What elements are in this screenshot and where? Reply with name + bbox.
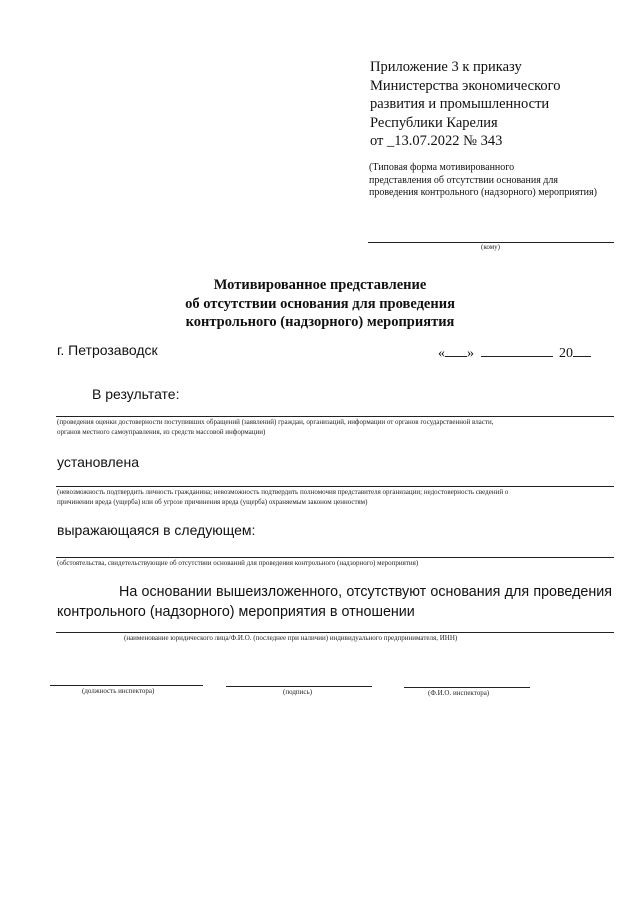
order-reference-line: Республики Карелия: [370, 114, 498, 131]
document-title-line: об отсутствии основания для проведения: [185, 295, 455, 312]
document-title: [0, 276, 640, 332]
form-type-note-line: (Типовая форма мотивированного: [369, 162, 515, 173]
date-close-quote: »: [467, 346, 474, 361]
conclusion-line: На основании вышеизложенного, отсутствуют основания для проведения: [119, 584, 612, 600]
expressed-field-line[interactable]: [56, 557, 614, 558]
expressed-caption: (обстоятельства, свидетельствующие об отсутствии оснований для проведения контрольного (надзорного) мероприятия): [57, 559, 419, 567]
result-caption-line: (проведения оценки достоверности поступивших обращений (заявлений) граждан, организаций, информации от органов государственной власти,: [57, 418, 494, 426]
order-reference-line: развития и промышленности: [370, 96, 550, 112]
document-title-line: контрольного (надзорного) мероприятия: [185, 314, 455, 330]
inspector-position-caption: (должность инспектора): [82, 687, 155, 695]
order-reference-line: от _13.07.2022 № 343: [370, 133, 503, 149]
form-type-note-line: представления об отсутствии основания для: [369, 174, 558, 186]
subject-field-line[interactable]: [56, 632, 614, 633]
date-month-blank[interactable]: [481, 344, 553, 357]
established-field-line[interactable]: [56, 486, 614, 487]
recipient-caption: (кому): [481, 243, 501, 251]
result-label: В результате:: [92, 386, 180, 402]
date-year-prefix: 20: [559, 346, 573, 361]
inspector-position-line[interactable]: [50, 685, 203, 686]
order-reference-line: Приложение 3 к приказу: [370, 59, 522, 75]
order-reference-line: Министерства экономического: [370, 77, 561, 94]
established-caption-line: причинении вреда (ущерба) или об угрозе причинения вреда (ущерба) охраняемым законом ценностям): [57, 498, 368, 506]
order-reference-block: [370, 58, 561, 151]
result-field-line[interactable]: [56, 416, 614, 417]
established-caption-line: (невозможность подтвердить личность гражданина; невозможность подтвердить полномочия представителя организации; недостоверность сведений о: [57, 488, 509, 496]
signature-line[interactable]: [226, 686, 372, 687]
result-caption-line: органов местного самоуправления, из средств массовой информации): [57, 428, 266, 436]
conclusion-paragraph: [57, 582, 612, 622]
conclusion-line: контрольного (надзорного) мероприятия в отношении: [57, 604, 415, 620]
date-day-blank[interactable]: [445, 344, 467, 357]
inspector-name-line[interactable]: [404, 687, 530, 688]
date-open-quote: «: [438, 346, 445, 361]
city-name: г. Петрозаводск: [57, 342, 158, 358]
subject-caption: (наименование юридического лица/Ф.И.О. (последнее при наличии) индивидуального предпринимателя, ИНН): [124, 634, 458, 642]
date-field: [438, 344, 591, 362]
inspector-name-caption: (Ф.И.О. инспектора): [428, 689, 490, 697]
signature-caption: (подпись): [283, 688, 313, 696]
expressed-label: выражающаяся в следующем:: [57, 522, 256, 538]
document-title-line: Мотивированное представление: [213, 277, 427, 293]
established-label: установлена: [57, 454, 139, 470]
form-type-note: [369, 162, 597, 200]
date-year-blank[interactable]: [573, 344, 591, 357]
form-type-note-line: проведения контрольного (надзорного) мероприятия): [369, 187, 597, 198]
